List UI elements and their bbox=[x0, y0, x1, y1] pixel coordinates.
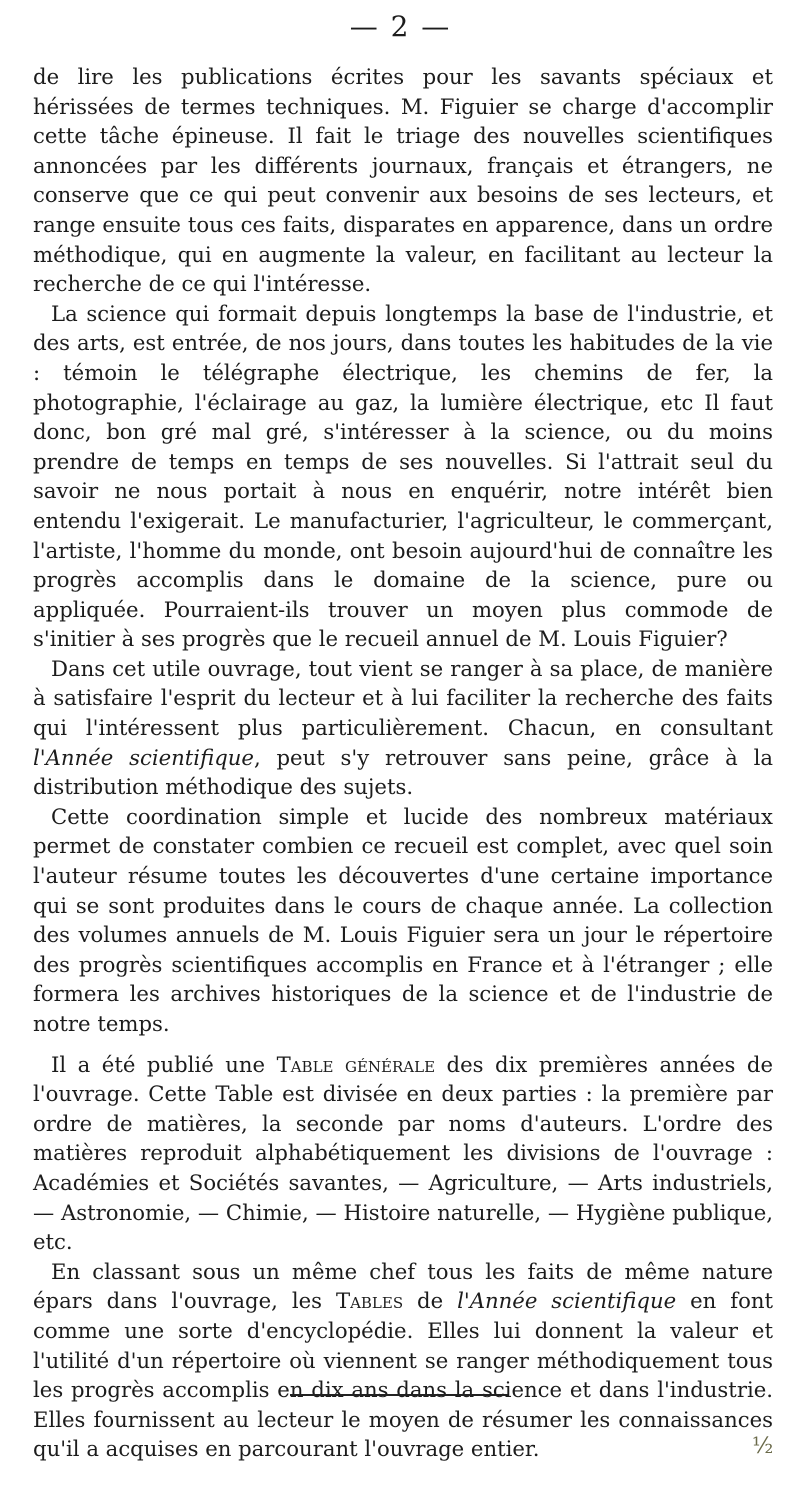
table-generale-label: Table générale bbox=[276, 1051, 436, 1077]
book-title: l'Année scientifique bbox=[457, 1288, 677, 1314]
paragraph-3 bbox=[33, 654, 773, 802]
paragraph-5 bbox=[33, 1050, 773, 1257]
paragraph-4: Cette coordination simple et lucide des nombreux matériaux permet de constater combien ce recueil est complet, avec quel soin l'auteur résume toutes les découvertes d'une certaine importance qui se sont produites dans le cours de chaque année. La collection des volumes annuels de M. Louis Figuier sera un jour le répertoire des progrès scientifiques accomplis en France et à l'étranger ; elle formera les archives historiques de la science et de l'industrie de notre temps. bbox=[33, 803, 773, 1036]
paragraph-6-text-middle: de bbox=[403, 1288, 458, 1314]
tables-label: Tables bbox=[335, 1288, 404, 1314]
paragraph-6-text-start: En classant sous un même chef tous les faits de même nature épars dans l'ouvrage, les bbox=[33, 1258, 773, 1314]
paragraph-1: de lire les publications écrites pour les savants spéciaux et hérissées de termes techniques. M. Figuier se charge d'accomplir cette tâche épineuse. Il fait le triage des nouvelles scientifiques annoncées par les différents journaux, français et étrangers, ne conserve que ce qui peut convenir aux besoins de ses lecteurs, et range ensuite tous ces faits, disparates en apparence, dans un ordre méthodique, qui en augmente la valeur, en facilitant au lecteur la recherche de ce qui l'intéresse. bbox=[33, 64, 773, 297]
paragraph-6-text-end: en font comme une sorte d'encyclopédie. Elles lui donnent la valeur et l'utilité d'un répertoire où viennent se ranger méthodiquement tous les progrès accomplis en dix ans dans la science et dans l'industrie. Elles fournissent au lecteur le moyen de résumer les connaissances qu'il a acquises en parcourant l'ouvrage entier. bbox=[33, 1288, 773, 1462]
paragraph-3-text-start: Dans cet utile ouvrage, tout vient se ranger à sa place, de manière à satisfaire l'esprit du lecteur et à lui faciliter la recherche des faits qui l'intéressent plus particulièrement. Chacun, en consultant bbox=[33, 655, 773, 741]
paragraph-2: La science qui formait depuis longtemps la base de l'industrie, et des arts, est entrée, de nos jours, dans toutes les habitudes de la vie : témoin le télégraphe électrique, les chemins de fer, la photographie, l'éclairage au gaz, la lumière électrique, etc Il faut donc, bon gré mal gré, s'intéresser à la science, ou du moins prendre de temps en temps de ses nouvelles. Si l'attrait seul du savoir ne nous portait à nous en enquérir, notre intérêt bien entendu l'exigerait. Le manufacturier, l'agriculteur, le commerçant, l'artiste, l'homme du monde, ont besoin aujourd'hui de connaître les progrès accomplis dans le domaine de la science, pure ou appliquée. Pourraient-ils trouver un moyen plus commode de s'initier à ses progrès que le recueil annuel de M. Louis Figuier? bbox=[33, 300, 773, 652]
body-text bbox=[33, 62, 773, 1464]
paragraph-5-text-end: des dix premières années de l'ouvrage. Cette Table est divisée en deux parties : la première par ordre de matières, la seconde par noms d'auteurs. L'ordre des matières reproduit alphabétiquement les divisions de l'ouvrage : Académies et Sociétés savantes, — Agriculture, — Arts industriels, — Astronomie, — Chimie, — Histoire naturelle, — Hygiène publique, etc. bbox=[33, 1051, 773, 1255]
paragraph-3-text-end: , peut s'y retrouver sans peine, grâce à la distribution méthodique des sujets. bbox=[33, 744, 774, 800]
end-rule bbox=[290, 1394, 508, 1396]
page-number: — 2 — bbox=[349, 10, 452, 43]
paragraph-6 bbox=[33, 1257, 773, 1464]
book-title: l'Année scientifique bbox=[33, 744, 254, 770]
corner-ink-mark: ½ bbox=[752, 1434, 774, 1459]
paragraph-5-text-start: Il a été publié une bbox=[51, 1051, 277, 1077]
